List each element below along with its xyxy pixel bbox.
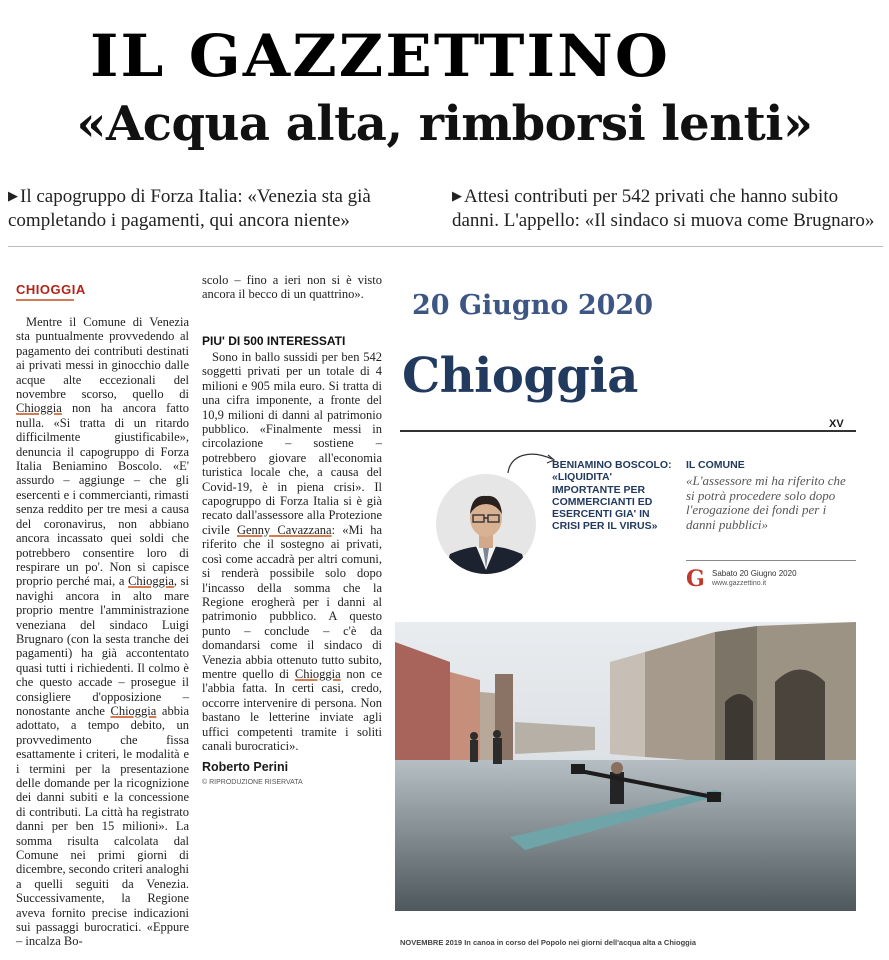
highlighted-word: Chioggia bbox=[294, 666, 341, 681]
deck-right bbox=[452, 184, 884, 233]
article-text: non ha ancora fatto nulla. «Si tratta di un ritardo difficilmente giustificabile», denuncia il capogruppo di Forza Italia Beniamino Boscolo. «E' assurdo – aggiunge – che gli esercenti e i commercianti, rimasti senza reddito per tre mesi a causa del coronavirus, non abbiano ancora incassato quei soldi che potrebbero consentire loro di respirare un po'. Non si capisce proprio perché mai, a bbox=[16, 401, 189, 589]
deck-left-text: Il capogruppo di Forza Italia: «Venezia sta già completando i pagamenti, qui ancora niente» bbox=[8, 186, 371, 231]
deck-left bbox=[8, 184, 448, 233]
highlighted-word: Chioggia bbox=[16, 401, 62, 416]
pull-quote bbox=[552, 459, 672, 533]
divider bbox=[400, 430, 856, 432]
headline: «Acqua alta, rimborsi lenti» bbox=[76, 96, 813, 152]
article-text: non ce l'abbia fatta. In certi casi, credo, occorre intervenire di persona. Non bastano le letterine inviate agli uffici competenti tramite i soliti canali burocratici». bbox=[202, 666, 382, 753]
article-column-2-top: scolo – fino a ieri non si è visto ancora il becco di un quattrino». bbox=[202, 273, 382, 302]
highlighted-word: Genny Cavazzana bbox=[236, 522, 332, 537]
article-subhead: PIU' DI 500 INTERESSATI bbox=[202, 334, 346, 348]
article-column-2 bbox=[202, 350, 382, 753]
newspaper-masthead: IL GAZZETTINO bbox=[89, 22, 671, 90]
article-text: Sono in ballo sussidi per ben 542 soggetti privati per un totale di 4 milioni e 905 mila euro. Si tratta di una cifra imponente, a fronte del 10,9 milioni di danni al patrimonio pubblico. «Finalmente messi in circolazione – sostiene – potrebbero giovare all'economia turistica locale che, a causa del Covid-19, è in piena crisi». Il capogruppo di Forza Italia si è già recato dall'assessore alla Protezione civile bbox=[202, 350, 382, 537]
pull-quote-comune: «L'assessore mi ha riferito che si potrà procedere solo dopo l'erogazione dei fondi per i danni pubblici» bbox=[686, 473, 846, 532]
divider bbox=[686, 560, 856, 561]
section-tag: CHIOGGIA bbox=[16, 282, 86, 297]
deck-right-text: Attesi contributi per 542 privati che hanno subito danni. L'appello: «Il sindaco si muova come Brugnaro» bbox=[452, 186, 875, 231]
flood-photo bbox=[395, 622, 856, 911]
section-tag-underline bbox=[16, 299, 74, 301]
highlighted-word: Chioggia bbox=[128, 574, 174, 589]
pull-quote-text: «LIQUIDITA' IMPORTANTE PER COMMERCIANTI ED ESERCENTI GIA' IN CRISI PER IL VIRUS» bbox=[552, 471, 658, 533]
page-number: XV bbox=[829, 418, 844, 430]
pull-quote-label: IL COMUNE bbox=[686, 459, 745, 471]
article-text: Mentre il Comune di Venezia sta puntualmente provvedendo al pagamento dei contributi destinati ai privati messi in ginocchio dalle acque alte eccezionali del novembre scorso, quello di bbox=[16, 315, 189, 402]
triangle-right-icon: ▶ bbox=[8, 188, 18, 203]
triangle-right-icon: ▶ bbox=[452, 188, 462, 203]
copyright-notice: © RIPRODUZIONE RISERVATA bbox=[202, 779, 303, 786]
article-text: abbia adottato, a tempo debito, un provvedimento che fissa esattamente i criteri, le modalità e i termini per la presentazione delle domande per la ricognizione dei danni subiti e la concessione di contributi. La città ha registrato danni per ben 15 milioni». La somma risulta calcolata dal Comune nei primi giorni di dicembre, secondo criteri analoghi a quelli seguiti da Venezia. Successivamente, la Regione aveva fornito precise indicazioni sui passaggi burocratici. «Eppure – incalza Bo- bbox=[16, 703, 189, 949]
highlighted-word: Chioggia bbox=[110, 703, 157, 718]
pull-quote-name: BENIAMINO BOSCOLO: bbox=[552, 459, 672, 471]
callout-arrow-icon bbox=[500, 445, 560, 475]
section-title: Chioggia bbox=[402, 348, 638, 404]
divider bbox=[8, 246, 883, 247]
portrait-photo bbox=[436, 474, 536, 574]
article-text: : «Mi ha riferito che il sostegno ai privati, così come accadrà per altri comuni, si renderà possibile solo dopo l'incasso della somma che la Regione erogherà per i danni al patrimonio pubblico. A questo punto – conclude – c'è da domandarsi come il sindaco di Venezia abbia ottenuto tutto subito, mentre quello di bbox=[202, 522, 383, 681]
byline: Roberto Perini bbox=[202, 760, 289, 774]
edition-date: Sabato 20 Giugno 2020 bbox=[712, 569, 797, 578]
date-overlay: 20 Giugno 2020 bbox=[412, 290, 653, 321]
gazzettino-logo: G bbox=[686, 566, 705, 592]
article-text: , si navighi ancora in alto mare proprio mentre l'amministrazione veneziana del sindaco Luigi Brugnaro (con la sesta tranche dei pagamenti) ha già accontentato quasi tutti i richiedenti. Il colmo è che questo accade – prosegue il consigliere d'opposizione – nonostante anche bbox=[16, 574, 189, 718]
photo-caption: NOVEMBRE 2019 In canoa in corso del Popolo nei giorni dell'acqua alta a Chioggia bbox=[400, 938, 697, 947]
edition-website: www.gazzettino.it bbox=[712, 580, 767, 587]
article-column-1 bbox=[16, 315, 189, 949]
